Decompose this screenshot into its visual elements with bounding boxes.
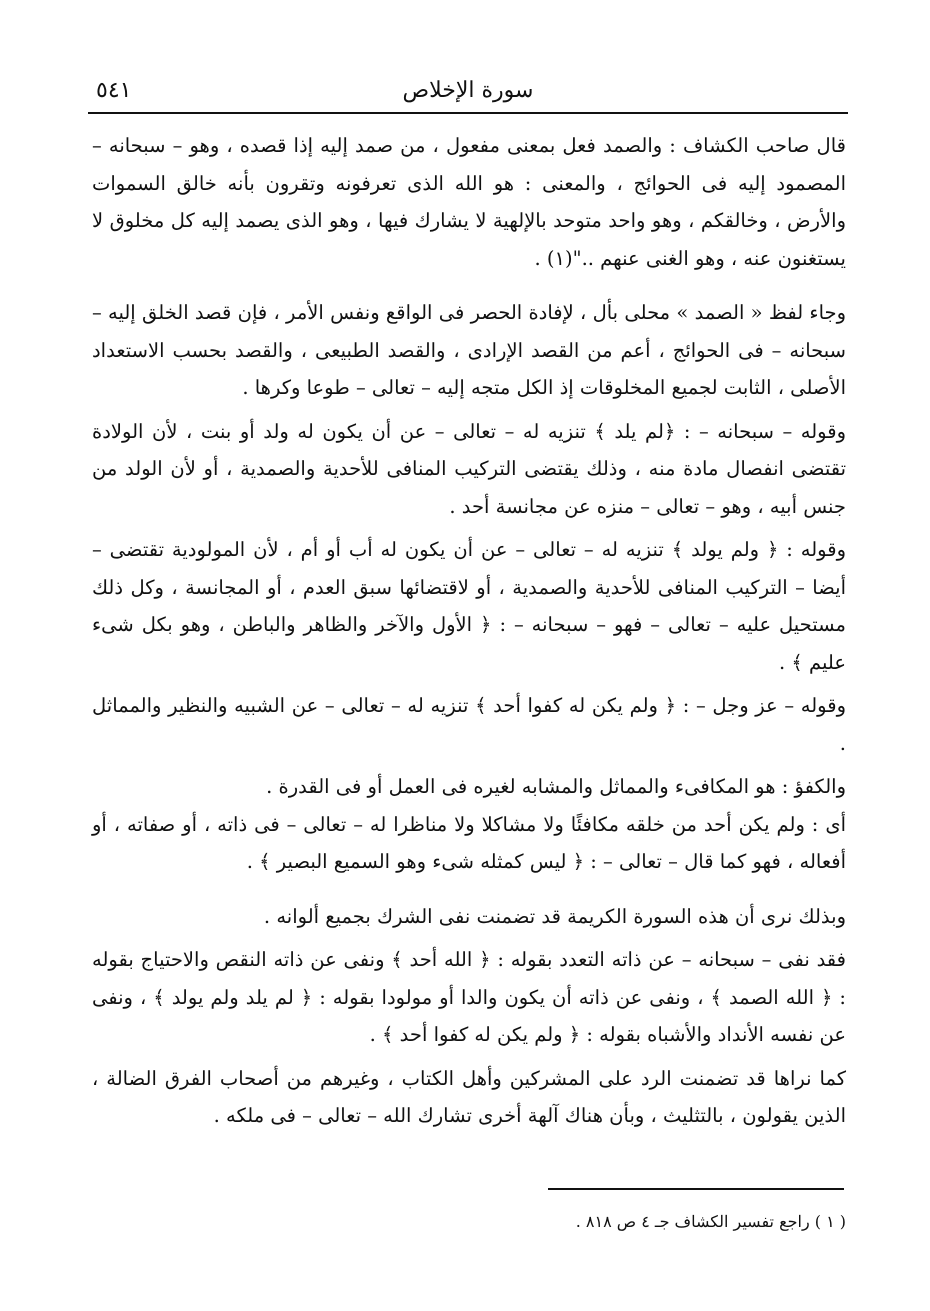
surah-title: سورة الإخلاص bbox=[402, 78, 534, 103]
paragraph-kufu-definition: والكفؤ : هو المكافىء والمماثل والمشابه لغيره فى العمل أو فى القدرة . bbox=[266, 775, 846, 798]
paragraph-negations: فقد نفى – سبحانه – عن ذاته التعدد بقوله : ﴿ الله أحد ﴾ ونفى عن ذاته النقص والاحتياج بقوله : ﴿ الله الصمد ﴾ ، ونفى عن ذاته أن يكون والدا أو مولودا بقوله : ﴿ لم يلد ولم يولد ﴾ ، ونفى عن نفسه الأنداد والأشباه بقوله : ﴿ ولم يكن له كفوا أحد ﴾ . bbox=[92, 948, 846, 1046]
running-header bbox=[88, 72, 848, 112]
footnote-rule bbox=[548, 1188, 844, 1190]
page-number: ٥٤١ bbox=[96, 78, 132, 103]
main-text bbox=[92, 127, 846, 1135]
paragraph-summary: وبذلك نرى أن هذه السورة الكريمة قد تضمنت نفى الشرك بجميع ألوانه . bbox=[263, 904, 846, 928]
header-rule bbox=[88, 112, 848, 114]
paragraph-lam-yulad: وقوله : ﴿ ولم يولد ﴾ تنزيه له – تعالى – عن أن يكون له أب أو أم ، لأن المولودية تقتضى – أيضا – التركيب المنافى للأحدية والصمدية ، أو لاقتضائها سبق العدم ، أو المجانسة ، وكل ذلك مستحيل عليه – تعالى – فهو – سبحانه – : ﴿ الأول والآخر والظاهر والباطن ، وهو بكل شىء عليم ﴾ . bbox=[92, 538, 846, 674]
paragraph-explanation: أى : ولم يكن أحد من خلقه مكافئًا ولا مشاكلا ولا مناظرا له – تعالى – فى ذاته ، أو صفاته ، أو أفعاله ، فهو كما قال – تعالى – : ﴿ ليس كمثله شىء وهو السميع البصير ﴾ . bbox=[92, 812, 846, 873]
paragraph-samad-meaning: وجاء لفظ « الصمد » محلى بأل ، لإفادة الحصر فى الواقع ونفس الأمر ، فإن قصد الخلق إليه – سبحانه – فى الحوائج ، أعم من القصد الإرادى ، والقصد الطبيعى ، والقصد بحسب الاستعداد الأصلى ، الثابت لجميع المخلوقات إذ الكل متجه إليه – تعالى – طوعا وكرها . bbox=[92, 301, 846, 399]
paragraph-kufuwan: وقوله – عز وجل – : ﴿ ولم يكن له كفوا أحد ﴾ تنزيه له – تعالى – عن الشبيه والنظير والمماثل . bbox=[92, 694, 846, 755]
paragraph-lam-yalid: وقوله – سبحانه – : ﴿لم يلد ﴾ تنزيه له – تعالى – عن أن يكون له ولد أو بنت ، لأن الولادة تقتضى انفصال مادة منه ، وذلك يقتضى التركيب المنافى للأحدية والصمدية ، أو لأن الولد من جنس أبيه ، وهو – تعالى – منزه عن مجانسة أحد . bbox=[92, 419, 846, 518]
paragraph-kashshaf-quote: قال صاحب الكشاف : والصمد فعل بمعنى مفعول ، من صمد إليه إذا قصده ، وهو – سبحانه – المصمود إليه فى الحوائج ، والمعنى : هو الله الذى تعرفونه وتقرون بأنه خالق السموات والأرض ، وخالقكم ، وهو واحد متوحد بالإلهية لا يشارك فيها ، وهو الذى يصمد إليه كل مخلوق لا يستغنون عنه ، وهو الغنى عنهم .."(١) . bbox=[92, 134, 846, 270]
footnote: ( ١ ) راجع تفسير الكشاف جـ ٤ ص ٨١٨ . bbox=[575, 1212, 846, 1231]
paragraph-refutation: كما نراها قد تضمنت الرد على المشركين وأهل الكتاب ، وغيرهم من أصحاب الفرق الضالة ، الذين يقولون ، بالتثليث ، وبأن هناك آلهة أخرى تشارك الله – تعالى – فى ملكه . bbox=[92, 1066, 846, 1127]
